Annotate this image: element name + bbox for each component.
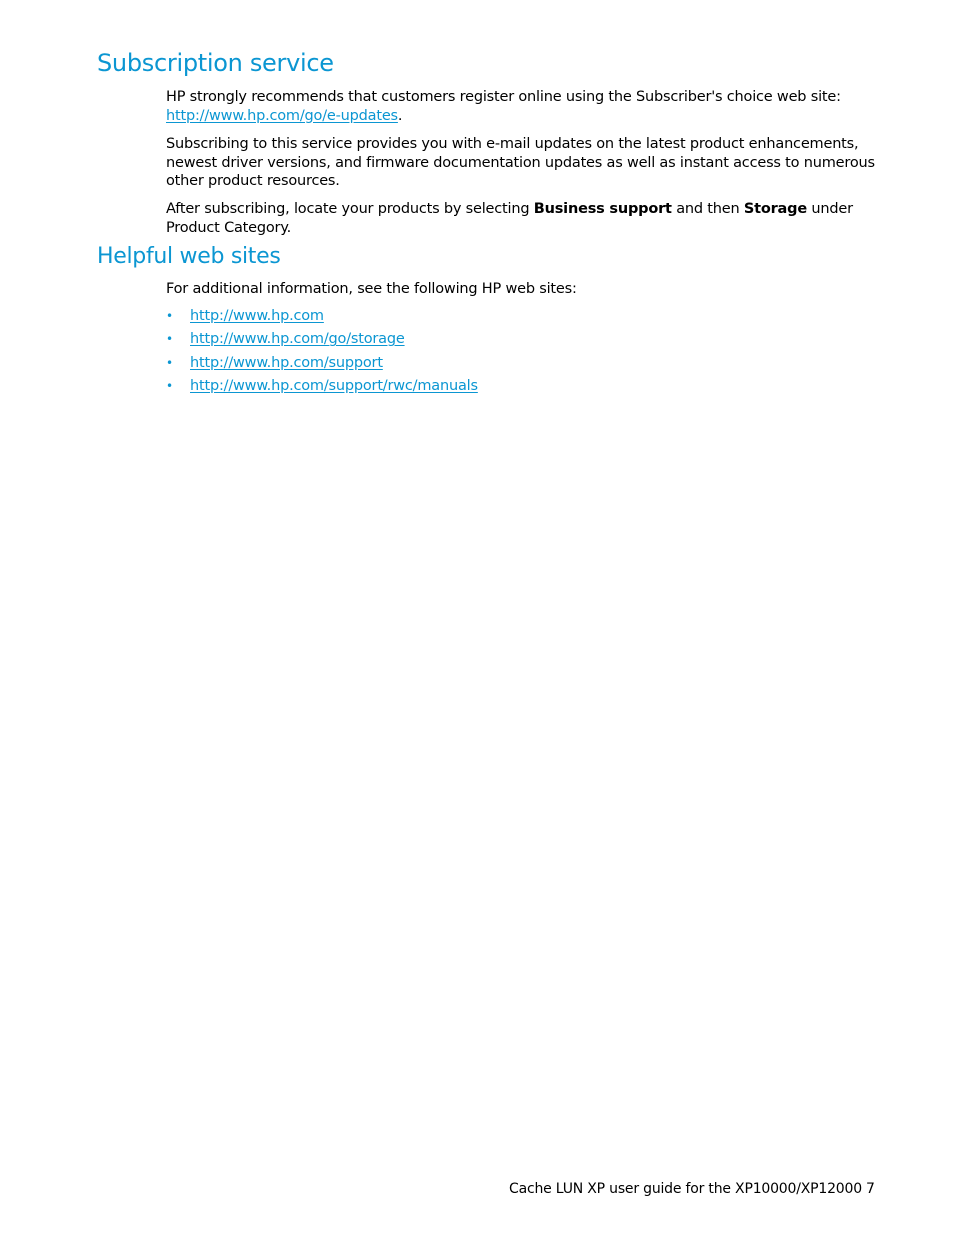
bullet-icon: • bbox=[166, 355, 173, 370]
hp-com-link[interactable]: http://www.hp.com bbox=[190, 308, 324, 324]
after-subscribing-text-1: After subscribing, locate your products by selecting bbox=[166, 201, 534, 217]
list-item bbox=[166, 307, 478, 330]
paragraph-register-text: HP strongly recommends that customers register online using the Subscriber's choice web site: bbox=[166, 89, 841, 105]
footer-title: Cache LUN XP user guide for the XP10000/XP12000 bbox=[509, 1181, 862, 1197]
section-heading-helpful-web-sites: Helpful web sites bbox=[97, 244, 281, 269]
bullet-icon: • bbox=[166, 309, 173, 323]
additional-info-text: For additional information, see the following HP web sites: bbox=[166, 281, 577, 297]
page-footer bbox=[509, 1180, 875, 1198]
after-subscribing-text-3: under Product Category. bbox=[166, 201, 853, 236]
after-subscribing-text-2: and then bbox=[671, 201, 744, 217]
paragraph-after-subscribing bbox=[166, 200, 876, 237]
bullet-icon: • bbox=[166, 332, 173, 347]
period: . bbox=[397, 107, 403, 124]
hp-storage-link[interactable]: http://www.hp.com/go/storage bbox=[190, 331, 405, 348]
web-sites-list bbox=[166, 307, 478, 400]
hp-support-link[interactable]: http://www.hp.com/support bbox=[190, 354, 383, 371]
list-item bbox=[166, 354, 478, 377]
paragraph-register bbox=[166, 88, 876, 125]
list-item bbox=[166, 330, 478, 353]
e-updates-link[interactable]: http://www.hp.com/go/e-updates bbox=[166, 107, 398, 124]
paragraph-subscribing-text: Subscribing to this service provides you with e-mail updates on the latest product enhancements, newest driver versions, and firmware documentation updates as well as instant access to numerous other product resources. bbox=[166, 136, 875, 189]
storage-term: Storage bbox=[743, 201, 807, 217]
bullet-icon: • bbox=[166, 378, 173, 393]
section-heading-subscription-service: Subscription service bbox=[97, 49, 334, 77]
page-number: 7 bbox=[866, 1181, 875, 1197]
list-item bbox=[166, 377, 478, 400]
hp-manuals-link[interactable]: http://www.hp.com/support/rwc/manuals bbox=[190, 377, 478, 394]
paragraph-additional-info bbox=[166, 280, 876, 299]
business-support-term: Business support bbox=[533, 201, 672, 217]
paragraph-subscribing bbox=[166, 135, 876, 191]
